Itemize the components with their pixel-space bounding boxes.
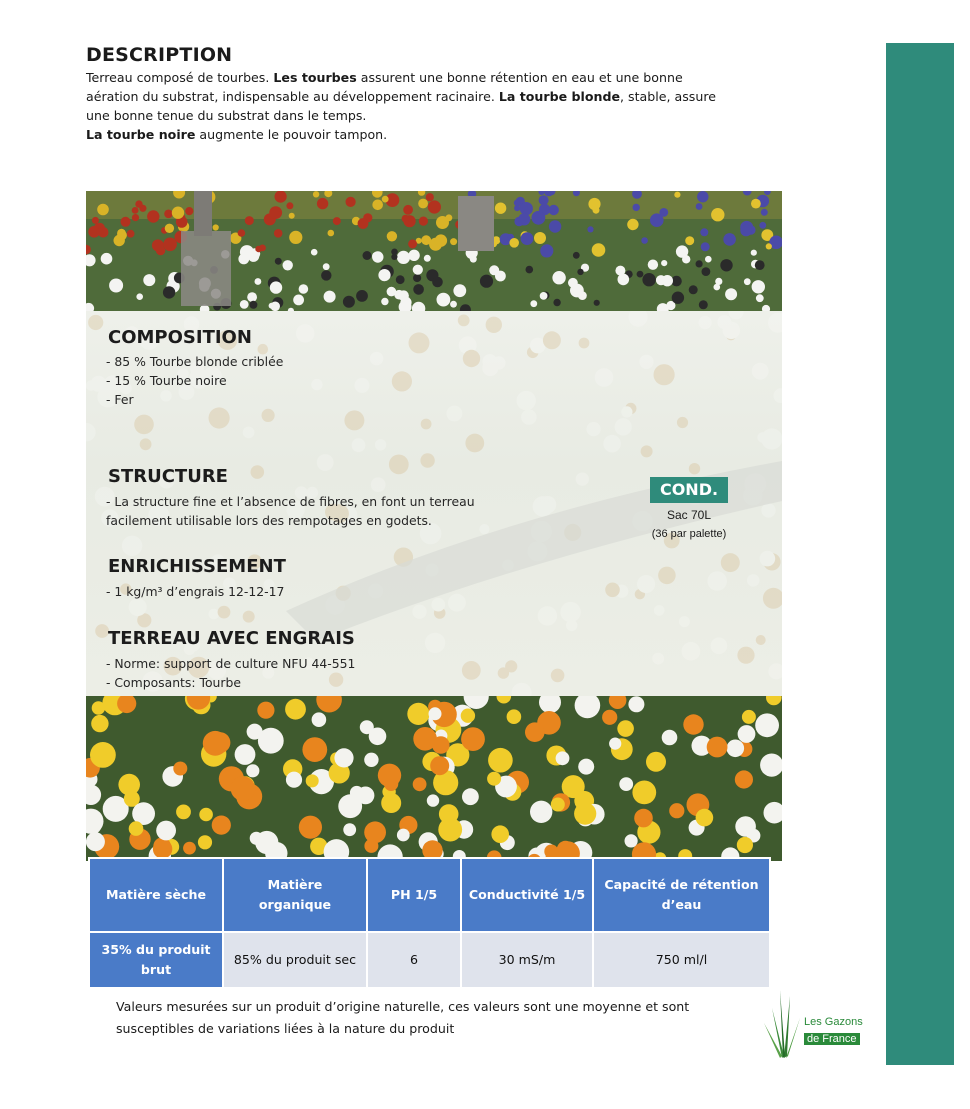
grass-icon bbox=[760, 988, 804, 1058]
table-header: Conductivité 1/5 bbox=[461, 858, 593, 932]
table-cell: 85% du produit sec bbox=[223, 932, 367, 988]
table-header: PH 1/5 bbox=[367, 858, 461, 932]
top-flower-photo bbox=[86, 191, 782, 311]
logo-line1: Les Gazons bbox=[804, 1016, 863, 1028]
teal-side-band bbox=[886, 43, 954, 1065]
cond-palette: (36 par palette) bbox=[651, 528, 727, 540]
terreau-line: - Composants: Tourbe bbox=[106, 675, 241, 690]
structure-title: STRUCTURE bbox=[108, 466, 228, 487]
terreau-line: - Norme: support de culture NFU 44-551 bbox=[106, 656, 356, 671]
composition-item: - Fer bbox=[106, 392, 134, 407]
desc-seg-1: Les tourbes bbox=[273, 70, 357, 85]
table-header: Matière sèche bbox=[89, 858, 223, 932]
disclaimer-note: Valeurs mesurées sur un produit d’origine naturelle, ces valeurs sont une moyenne et sont susceptibles de variations liées à la nature du produit bbox=[116, 999, 690, 1036]
table-cell: 30 mS/m bbox=[461, 932, 593, 988]
desc-seg-6: augmente le pouvoir tampon. bbox=[195, 127, 388, 142]
desc-seg-3: La tourbe blonde bbox=[498, 89, 621, 104]
les-gazons-de-france-logo bbox=[760, 988, 872, 1064]
properties-table bbox=[88, 857, 771, 989]
table-cell: 750 ml/l bbox=[593, 932, 770, 988]
desc-seg-0: Terreau composé de tourbes. bbox=[86, 70, 274, 85]
terreau-title: TERREAU AVEC ENGRAIS bbox=[108, 628, 355, 649]
composition-item: - 85 % Tourbe blonde criblée bbox=[106, 354, 284, 369]
desc-seg-4: , stable, assure une bonne tenue du substrat dans le temps. bbox=[86, 89, 716, 123]
table-header-row bbox=[89, 858, 770, 932]
desc-seg-5: La tourbe noire bbox=[86, 127, 196, 142]
table-header: Capacité de rétention d’eau bbox=[593, 858, 770, 932]
table-row bbox=[89, 932, 770, 988]
enrichissement-line: - 1 kg/m³ d’engrais 12-12-17 bbox=[106, 584, 285, 599]
table-header: Matière organique bbox=[223, 858, 367, 932]
structure-line: facilement utilisable lors des rempotages en godets. bbox=[106, 513, 432, 528]
structure-line: - La structure fine et l’absence de fibres, en font un terreau bbox=[106, 494, 475, 509]
composition-item: - 15 % Tourbe noire bbox=[106, 373, 227, 388]
description-section bbox=[86, 44, 726, 144]
description-text bbox=[86, 68, 726, 144]
bottom-flower-photo bbox=[86, 696, 782, 861]
desc-seg-2: assurent une bonne rétention en eau et une bonne aération du substrat, indispensable au développement racinaire. bbox=[86, 70, 683, 104]
table-cell: 6 bbox=[367, 932, 461, 988]
composition-title: COMPOSITION bbox=[108, 327, 252, 348]
table-cell: 35% du produit brut bbox=[89, 932, 223, 988]
cond-size: Sac 70L bbox=[666, 508, 712, 522]
cond-label: COND. bbox=[650, 477, 728, 503]
description-title: DESCRIPTION bbox=[86, 44, 233, 66]
logo-line2: de France bbox=[804, 1033, 860, 1045]
enrichissement-title: ENRICHISSEMENT bbox=[108, 556, 286, 577]
